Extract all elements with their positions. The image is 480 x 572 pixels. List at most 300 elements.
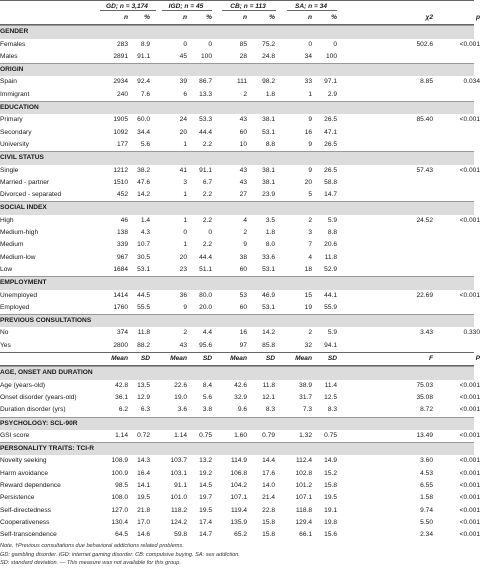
table-cell: 21.8	[137, 506, 150, 514]
table-cell: 1.8	[265, 229, 275, 237]
table-cell: 11.8	[324, 253, 337, 261]
table-row	[0, 177, 474, 189]
table-cell: 1414	[113, 291, 128, 299]
row-label: Age (years-old)	[0, 381, 46, 389]
table-cell: 20	[179, 253, 187, 261]
column-header-row-n	[0, 12, 480, 25]
table-cell: 6.3	[140, 406, 150, 414]
table-cell: 8.3	[265, 406, 275, 414]
row-label: Reward dependence	[0, 481, 61, 489]
table-cell: 0	[308, 40, 312, 48]
table-row	[0, 290, 480, 302]
table-cell: 9.74	[420, 506, 433, 514]
table-cell: <0.001	[459, 116, 480, 124]
group-header-cb: CB; n = 113	[230, 3, 266, 10]
table-row	[0, 517, 480, 529]
table-cell: <0.001	[459, 40, 480, 48]
table-row	[0, 89, 474, 101]
section-title: PERSONALITY TRAITS: TCI-R	[0, 445, 95, 453]
table-cell: 15.6	[324, 531, 337, 539]
table-cell: 22.6	[174, 381, 187, 389]
table-row	[0, 239, 474, 251]
table-cell: <0.001	[459, 518, 480, 526]
row-label: Unemployed	[0, 291, 38, 299]
table-cell: 135.9	[230, 518, 247, 526]
table-row	[0, 127, 474, 139]
column-header: %	[206, 14, 212, 21]
row-label: Medium-low	[0, 253, 36, 261]
table-cell: <0.001	[459, 216, 480, 224]
row-label: No	[0, 329, 9, 337]
table-cell: 3.60	[420, 457, 433, 465]
note-line: GD: gambling disorder. IGD: internet gaming disorder. CB: compulsive buying. SA: sex addiction.	[0, 551, 240, 558]
table-cell: 23	[179, 265, 187, 273]
table-cell: 34.4	[137, 128, 150, 136]
section-header	[0, 314, 474, 327]
table-cell: 55.5	[137, 303, 150, 311]
column-header: SD	[202, 355, 212, 363]
table-cell: 4.3	[140, 229, 150, 237]
table-row	[0, 455, 480, 467]
row-label: Self-directedness	[0, 506, 51, 514]
table-row	[0, 340, 474, 352]
column-header: Mean	[230, 355, 247, 363]
table-cell: 0	[183, 229, 187, 237]
table-cell: 14.7	[199, 531, 212, 539]
table-cell: 27	[239, 191, 247, 199]
table-cell: 24.8	[262, 52, 275, 60]
row-label: Secondary	[0, 128, 32, 136]
table-cell: 14.1	[137, 481, 150, 489]
group-header-igd: IGD; n = 45	[168, 3, 204, 10]
table-cell: 19.7	[199, 494, 212, 502]
table-cell: 38.2	[137, 166, 150, 174]
table-cell: 8.8	[265, 140, 275, 148]
table-cell: 2.2	[202, 241, 212, 249]
table-cell: <0.001	[459, 506, 480, 514]
row-label: Medium	[0, 241, 24, 249]
row-label: Single	[0, 166, 19, 174]
table-cell: 8.72	[420, 406, 433, 414]
table-cell: 11.4	[324, 381, 337, 389]
table-cell: 2	[243, 90, 247, 98]
row-label: Females	[0, 40, 26, 48]
section-header	[0, 101, 474, 114]
row-label: Yes	[0, 341, 11, 349]
table-cell: 34	[304, 52, 312, 60]
table-cell: 39	[179, 78, 187, 86]
table-cell: 44.5	[137, 291, 150, 299]
section-header	[0, 151, 474, 164]
table-cell: 9	[308, 166, 312, 174]
table-cell: 20.0	[199, 303, 212, 311]
table-cell: 1905	[113, 116, 128, 124]
table-cell: 12.9	[137, 393, 150, 401]
section-header	[0, 276, 474, 289]
table-cell: 32.9	[234, 393, 247, 401]
table-cell: 75.2	[262, 40, 275, 48]
column-header: p	[475, 14, 480, 21]
note-line: SD: standard deviation. — This measure was not available for this group.	[0, 560, 181, 566]
section-title: AGE, ONSET AND DURATION	[0, 369, 93, 377]
group-header-sa: SA; n = 34	[294, 3, 328, 10]
table-cell: 0.75	[199, 431, 212, 439]
table-cell: 15.2	[324, 469, 337, 477]
table-cell: 95.6	[199, 341, 212, 349]
categorical-sections	[0, 25, 480, 352]
table-cell: 2934	[113, 78, 128, 86]
table-cell: 12.1	[262, 393, 275, 401]
table-cell: <0.001	[459, 494, 480, 502]
table-cell: 31.7	[299, 393, 312, 401]
table-cell: 177	[116, 140, 128, 148]
table-cell: 21.4	[262, 494, 275, 502]
table-row	[0, 76, 480, 88]
table-cell: 2.9	[327, 90, 337, 98]
table-cell: 45	[179, 52, 187, 60]
table-cell: 47.1	[324, 128, 337, 136]
table-cell: 15.8	[262, 531, 275, 539]
table-cell: 14.2	[137, 191, 150, 199]
table-cell: 53	[239, 291, 247, 299]
table-cell: 108.0	[111, 494, 128, 502]
table-cell: 103.7	[170, 457, 187, 465]
table-cell: 6.2	[118, 406, 128, 414]
column-header: n	[182, 14, 187, 21]
table-cell: 33.6	[262, 253, 275, 261]
column-header: %	[269, 14, 275, 21]
section-header	[0, 366, 474, 379]
section-title: EMPLOYMENT	[0, 279, 47, 287]
table-cell: <0.001	[459, 431, 480, 439]
table-cell: 1.32	[299, 431, 312, 439]
row-label: Medium-high	[0, 229, 39, 237]
table-cell: 118.2	[170, 506, 187, 514]
table-cell: 2891	[113, 52, 128, 60]
table-cell: 38.1	[262, 116, 275, 124]
table-cell: 14.9	[324, 457, 337, 465]
table-cell: 107.1	[230, 494, 247, 502]
table-cell: 13.49	[416, 431, 433, 439]
table-cell: 43	[239, 166, 247, 174]
table-cell: <0.001	[459, 166, 480, 174]
table-cell: 33	[304, 78, 312, 86]
table-cell: 6.55	[420, 481, 433, 489]
table-cell: 0	[333, 40, 337, 48]
table-cell: <0.001	[459, 406, 480, 414]
numeric-sections	[0, 366, 480, 541]
table-cell: 41	[179, 166, 187, 174]
table-cell: 85.40	[416, 116, 433, 124]
table-cell: 5.50	[420, 518, 433, 526]
table-cell: 91.1	[174, 481, 187, 489]
row-label: Self-transcendence	[0, 531, 57, 539]
table-cell: 47.6	[137, 178, 150, 186]
row-label: Divorced - separated	[0, 191, 62, 199]
table-cell: 22.8	[262, 506, 275, 514]
table-cell: 3.43	[420, 329, 433, 337]
table-row	[0, 302, 474, 314]
table-row	[0, 380, 480, 392]
row-label: Immigrant	[0, 90, 30, 98]
table-cell: <0.001	[459, 457, 480, 465]
table-cell: 17.4	[199, 518, 212, 526]
table-cell: 38.1	[262, 166, 275, 174]
row-label: Onset disorder (years-old)	[0, 393, 77, 401]
table-cell: 104.2	[230, 481, 247, 489]
table-cell: 44.4	[199, 253, 212, 261]
table-cell: 339	[116, 241, 128, 249]
table-cell: 4.53	[420, 469, 433, 477]
table-cell: 3.6	[177, 406, 187, 414]
table-cell: 26.5	[324, 140, 337, 148]
table-cell: 4	[308, 253, 312, 261]
table-cell: 26.5	[324, 166, 337, 174]
table-cell: 14.5	[199, 481, 212, 489]
column-header: Mean	[111, 355, 128, 363]
table-cell: 66.1	[299, 531, 312, 539]
table-cell: 43	[239, 116, 247, 124]
column-header: F	[428, 355, 433, 363]
table-cell: 24.52	[416, 216, 433, 224]
table-cell: 8.4	[202, 381, 212, 389]
table-cell: 32	[304, 341, 312, 349]
table-row	[0, 468, 480, 480]
table-cell: 107.1	[295, 494, 312, 502]
section-title: ORIGIN	[0, 66, 24, 74]
table-cell: 118.8	[295, 506, 312, 514]
table-row	[0, 404, 480, 416]
table-cell: 1684	[113, 265, 128, 273]
table-cell: 65.2	[234, 531, 247, 539]
table-cell: 98.2	[262, 78, 275, 86]
table-row	[0, 505, 480, 517]
table-cell: 38.9	[299, 381, 312, 389]
table-cell: 53.1	[262, 265, 275, 273]
section-header	[0, 442, 474, 455]
table-cell: 1.60	[234, 431, 247, 439]
table-cell: 26.5	[324, 116, 337, 124]
section-title: GENDER	[0, 28, 29, 36]
table-cell: <0.001	[459, 393, 480, 401]
table-cell: 4	[243, 216, 247, 224]
table-cell: 1.4	[140, 216, 150, 224]
group-header-gd: GD; n = 3,174	[106, 3, 148, 10]
table-cell: 1	[308, 90, 312, 98]
table-cell: 16	[304, 128, 312, 136]
table-cell: 8.85	[420, 78, 433, 86]
table-cell: 19.8	[324, 518, 337, 526]
row-label: Males	[0, 52, 18, 60]
table-row	[0, 430, 480, 442]
table-cell: 14.0	[262, 481, 275, 489]
table-cell: 20.6	[324, 241, 337, 249]
table-row	[0, 189, 474, 201]
column-header: Mean	[295, 355, 312, 363]
table-cell: 2.2	[202, 216, 212, 224]
table-cell: 16	[239, 329, 247, 337]
row-label: Duration disorder (yrs)	[0, 406, 66, 414]
table-cell: 75.03	[416, 381, 433, 389]
table-cell: 57.43	[416, 166, 433, 174]
row-label: Employed	[0, 303, 30, 311]
table-cell: 240	[116, 90, 128, 98]
table-cell: 23.9	[262, 191, 275, 199]
table-cell: 94.1	[324, 341, 337, 349]
table-cell: 85.8	[262, 341, 275, 349]
table-cell: 8.3	[327, 406, 337, 414]
table-cell: 13.3	[199, 90, 212, 98]
column-header: n	[242, 14, 247, 21]
table-row	[0, 480, 480, 492]
table-cell: 8.0	[265, 241, 275, 249]
table-cell: 106.8	[230, 469, 247, 477]
table-cell: 10	[239, 140, 247, 148]
table-cell: 9	[308, 140, 312, 148]
table-row	[0, 492, 480, 504]
table-cell: 0	[183, 40, 187, 48]
table-cell: 88.2	[137, 341, 150, 349]
table-cell: 112.4	[295, 457, 312, 465]
table-cell: 0.034	[463, 78, 480, 86]
table-cell: 98.5	[115, 481, 128, 489]
table-cell: 102.8	[295, 469, 312, 477]
table-cell: 13.2	[199, 457, 212, 465]
table-cell: 967	[116, 253, 128, 261]
table-cell: 19.5	[324, 494, 337, 502]
column-header: n	[307, 14, 312, 21]
row-label: High	[0, 216, 14, 224]
table-cell: 1092	[113, 128, 128, 136]
table-cell: 91.1	[199, 166, 212, 174]
table-cell: 0.79	[262, 431, 275, 439]
table-cell: 16.4	[137, 469, 150, 477]
table-cell: 3.8	[202, 406, 212, 414]
table-cell: 283	[116, 40, 128, 48]
section-header	[0, 201, 474, 214]
table-cell: 19.0	[174, 393, 187, 401]
section-title: CIVIL STATUS	[0, 154, 44, 162]
table-row	[0, 215, 480, 227]
row-label: Spain	[0, 78, 17, 86]
table-cell: 2.2	[202, 140, 212, 148]
table-cell: 1760	[113, 303, 128, 311]
table-cell: 9	[243, 241, 247, 249]
table-cell: 6	[183, 90, 187, 98]
table-cell: 24	[179, 116, 187, 124]
table-cell: 0	[208, 40, 212, 48]
table-cell: 10.7	[137, 241, 150, 249]
table-row	[0, 529, 480, 541]
section-title: PSYCHOLOGY: SCL-90R	[0, 419, 78, 427]
table-cell: 9	[308, 116, 312, 124]
table-cell: 11.8	[137, 329, 150, 337]
table-cell: 12.5	[324, 393, 337, 401]
table-cell: 55.9	[324, 303, 337, 311]
table-cell: 44.1	[324, 291, 337, 299]
table-cell: 15	[304, 291, 312, 299]
table-cell: <0.001	[459, 291, 480, 299]
table-cell: 114.9	[230, 457, 247, 465]
table-cell: 15.8	[262, 518, 275, 526]
table-cell: 59.8	[174, 531, 187, 539]
table-cell: 0	[208, 229, 212, 237]
table-cell: <0.001	[459, 531, 480, 539]
table-cell: 19.1	[324, 506, 337, 514]
table-cell: 97.1	[324, 78, 337, 86]
table-cell: 58.8	[324, 178, 337, 186]
section-title: PREVIOUS CONSULTATIONS	[0, 317, 92, 325]
table-cell: 19.5	[199, 506, 212, 514]
row-label: Low	[0, 265, 13, 273]
table-row	[0, 227, 474, 239]
table-cell: 108.9	[111, 457, 128, 465]
table-cell: 53.1	[137, 265, 150, 273]
table-cell: 30.5	[137, 253, 150, 261]
table-cell: 2	[308, 216, 312, 224]
table-cell: 124.2	[170, 518, 187, 526]
table-cell: 86.7	[199, 78, 212, 86]
table-cell: 100.9	[111, 469, 128, 477]
table-cell: 64.5	[115, 531, 128, 539]
table-cell: 36.1	[115, 393, 128, 401]
row-label: University	[0, 140, 29, 148]
table-cell: 14.7	[324, 191, 337, 199]
table-row	[0, 114, 480, 126]
column-header: %	[144, 14, 150, 21]
table-cell: 35.08	[416, 393, 433, 401]
section-title: SOCIAL INDEX	[0, 204, 47, 212]
table-cell: 101.0	[170, 494, 187, 502]
table-cell: 14.3	[137, 457, 150, 465]
table-cell: 130.4	[111, 518, 128, 526]
table-cell: 103.1	[170, 469, 187, 477]
table-cell: 53.1	[262, 128, 275, 136]
table-cell: 127.0	[111, 506, 128, 514]
table-cell: 452	[116, 191, 128, 199]
table-cell: 60	[239, 128, 247, 136]
table-cell: 9.6	[237, 406, 247, 414]
table-cell: 0.75	[324, 431, 337, 439]
column-header-row-mean	[0, 352, 480, 366]
section-header	[0, 63, 474, 76]
table-cell: 18	[304, 265, 312, 273]
table-cell: 28	[239, 52, 247, 60]
table-cell: 43	[239, 178, 247, 186]
table-cell: 5.6	[202, 393, 212, 401]
table-cell: 4.4	[202, 329, 212, 337]
table-row	[0, 252, 474, 264]
table-cell: 52.9	[324, 265, 337, 273]
table-cell: 17.6	[262, 469, 275, 477]
table-cell: <0.001	[459, 469, 480, 477]
table-cell: 1.14	[174, 431, 187, 439]
table-cell: 374	[116, 329, 128, 337]
row-label: Cooperativeness	[0, 518, 50, 526]
table-cell: 5.9	[327, 329, 337, 337]
row-label: Harm avoidance	[0, 469, 49, 477]
table-cell: 138	[116, 229, 128, 237]
table-cell: 46.9	[262, 291, 275, 299]
table-cell: <0.001	[459, 381, 480, 389]
column-header: χ2	[425, 14, 433, 21]
table-cell: <0.001	[459, 481, 480, 489]
table-cell: 1	[183, 241, 187, 249]
column-header: SD	[140, 355, 150, 363]
table-cell: 0.330	[463, 329, 480, 337]
note-line: Note. †Previous consultations due behavioral addictions related problems.	[0, 543, 184, 549]
table-cell: 7.3	[302, 406, 312, 414]
